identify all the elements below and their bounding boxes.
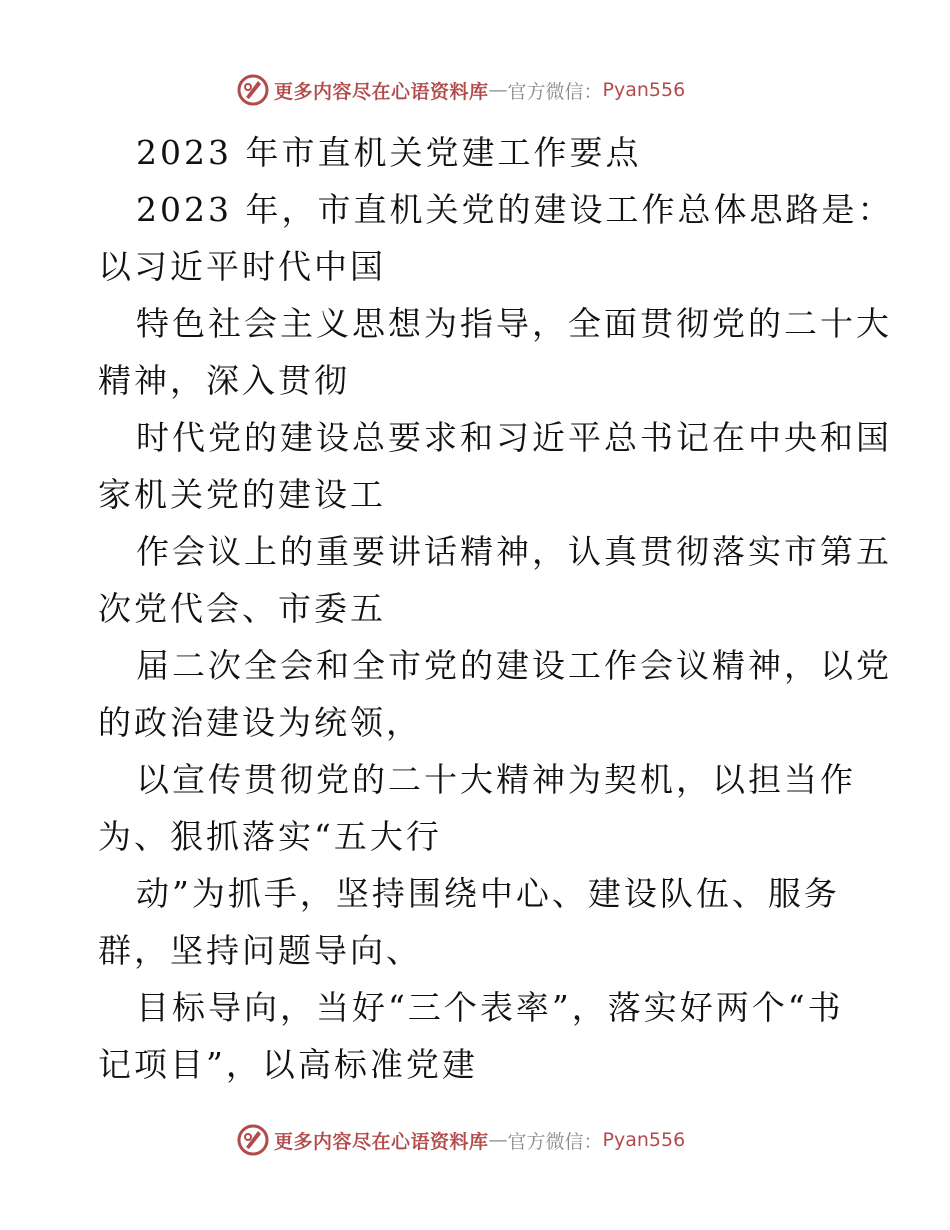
watermark-contact-id: Pyan556 — [602, 1129, 686, 1151]
header-watermark — [236, 72, 685, 108]
watermark-separator: — — [488, 79, 508, 101]
paragraph-line: 以宣传贯彻党的二十大精神为契机，以担当作 — [136, 760, 856, 799]
watermark-separator: — — [488, 1129, 508, 1151]
logo-emblem-icon — [236, 73, 270, 107]
document-body — [98, 124, 894, 1093]
paragraph-line: 记项目”，以高标准党建 — [98, 1045, 478, 1084]
paragraph-line: 以习近平时代中国 — [98, 247, 386, 286]
paragraph-line: 精神，深入贯彻 — [98, 361, 350, 400]
logo-emblem-icon — [236, 1123, 270, 1157]
paragraph-line: 群，坚持问题导向、 — [98, 931, 422, 970]
paragraph-line: 动”为抓手，坚持围绕中心、建设队伍、服务 — [136, 874, 840, 913]
paragraph-line: 家机关党的建设工 — [98, 475, 386, 514]
paragraph-line: 为、狠抓落实“五大行 — [98, 817, 442, 856]
watermark-contact-id: Pyan556 — [602, 79, 686, 101]
paragraph-line: 目标导向，当好“三个表率”，落实好两个“书 — [136, 988, 844, 1027]
paragraph-line: 2023 年，市直机关党的建设工作总体思路是： — [136, 190, 894, 229]
paragraph-line: 届二次全会和全市党的建设工作会议精神，以党 — [136, 646, 892, 685]
watermark-contact-label: 官方微信： — [507, 80, 603, 103]
paragraph-line: 的政治建设为统领， — [98, 703, 422, 742]
watermark-contact-label: 官方微信： — [507, 1130, 603, 1153]
paragraph-line: 特色社会主义思想为指导，全面贯彻党的二十大 — [136, 304, 892, 343]
watermark-text: 更多内容尽在心语资料库 — [274, 80, 489, 103]
footer-watermark — [236, 1122, 685, 1158]
watermark-text: 更多内容尽在心语资料库 — [274, 1130, 489, 1153]
document-title: 2023 年市直机关党建工作要点 — [136, 133, 642, 172]
paragraph-line: 次党代会、市委五 — [98, 589, 386, 628]
paragraph-line: 作会议上的重要讲话精神，认真贯彻落实市第五 — [136, 532, 892, 571]
paragraph-line: 时代党的建设总要求和习近平总书记在中央和国 — [136, 418, 892, 457]
